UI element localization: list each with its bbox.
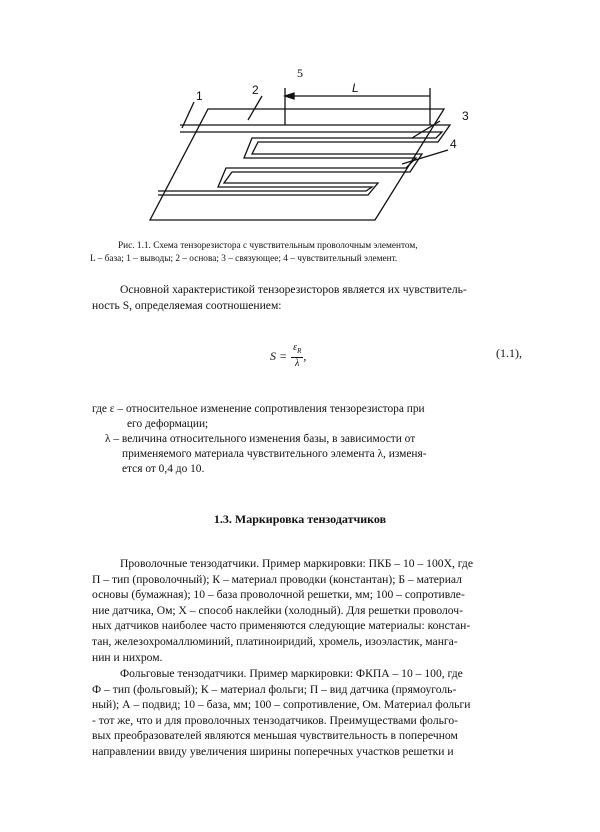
definition-line: его деформации; — [127, 418, 209, 430]
paragraph-line: ние датчика, Ом; Х – способ наклейки (холодный). Для решетки проволоч- — [92, 603, 463, 617]
paragraph-line: Проволочные тензодатчики. Пример маркировки: ПКБ – 10 – 100Х, где — [120, 557, 473, 570]
formula-fraction — [291, 342, 303, 370]
paragraph-line: Основной характеристикой тензорезисторов является их чувствитель- — [120, 283, 467, 296]
formula-denominator: λ — [295, 358, 300, 369]
caption-line: L – база; 1 – выводы; 2 – основа; 3 – связующее; 4 – чувствительный элемент. — [90, 254, 398, 264]
definition-line: ется от 0,4 до 10. — [122, 463, 205, 475]
sensing-element-inner — [158, 132, 442, 191]
paragraph-line: вых преобразователей являются меньшая чувствительность в поперечном — [92, 729, 458, 743]
definition-line: λ – величина относительного изменения базы, в зависимости от — [105, 433, 416, 445]
definition-line: где ε – относительное изменение сопротивления тензорезистора при — [92, 403, 425, 415]
paragraph-line: ный); А – подвид; 10 – база, мм; 100 – сопротивление, Ом. Материал фольги — [92, 698, 471, 712]
sensing-element-outer — [158, 125, 450, 195]
paragraph-line: нин и нихром. — [92, 650, 163, 664]
section-title: 1.3. Маркировка тензодатчиков — [213, 512, 387, 526]
wire-gauges-paragraph — [92, 556, 522, 665]
paragraph-line: Ф – тип (фольговый); К – материал фольги; П – вид датчика (прямоуголь- — [92, 682, 457, 696]
formula-numerator-symbol: ε — [293, 342, 298, 353]
formula-numerator-sub: R — [297, 347, 302, 355]
figure-label-1: 1 — [196, 89, 203, 103]
tensoresistor-diagram — [140, 80, 480, 240]
paragraph-line: направлении ввиду увеличения ширины поперечных участков решетки и — [92, 744, 454, 758]
figure-caption — [75, 240, 535, 266]
definitions — [92, 402, 512, 477]
equation-number: (1.1), — [496, 346, 522, 360]
paragraph-line: Фольговые тензодатчики. Пример маркировки: ФКПА – 10 – 100, где — [120, 667, 463, 680]
paragraph-line: ность S, определяемая соотношением: — [92, 298, 282, 312]
formula-lhs: S = — [270, 348, 288, 363]
paragraph-line: П – тип (проволочный); К – материал проводки (константан); Б – материал — [92, 572, 462, 586]
paragraph-line: основы (бумажная); 10 – база проволочной решетки, мм; 100 – сопротивле- — [92, 588, 465, 602]
formula-numerator — [291, 342, 303, 358]
formula-trail: , — [303, 348, 307, 363]
figure-label-4: 4 — [450, 137, 457, 151]
definition-line: применяемого материала чувствительного элемента λ, изменя- — [122, 448, 427, 460]
figure-label-L: L — [352, 81, 359, 95]
intro-paragraph — [92, 282, 522, 313]
formula-1-1 — [270, 342, 306, 370]
foil-gauges-paragraph — [92, 666, 522, 760]
paragraph-line: - тот же, что и для проволочных тензодатчиков. Преимуществами фольго- — [92, 713, 459, 727]
page-number: 5 — [297, 66, 303, 80]
caption-line: Рис. 1.1. Схема тензорезистора с чувствительным проволочным элементом, — [118, 241, 418, 251]
paragraph-line: ных датчиков наиболее часто применяются следующие материалы: констан- — [92, 619, 471, 633]
figure-label-3: 3 — [462, 109, 469, 123]
paragraph-line: тан, железохромаллюминий, платиноиридий, хромель, изоэластик, манга- — [92, 634, 458, 648]
figure-label-2: 2 — [252, 83, 259, 97]
